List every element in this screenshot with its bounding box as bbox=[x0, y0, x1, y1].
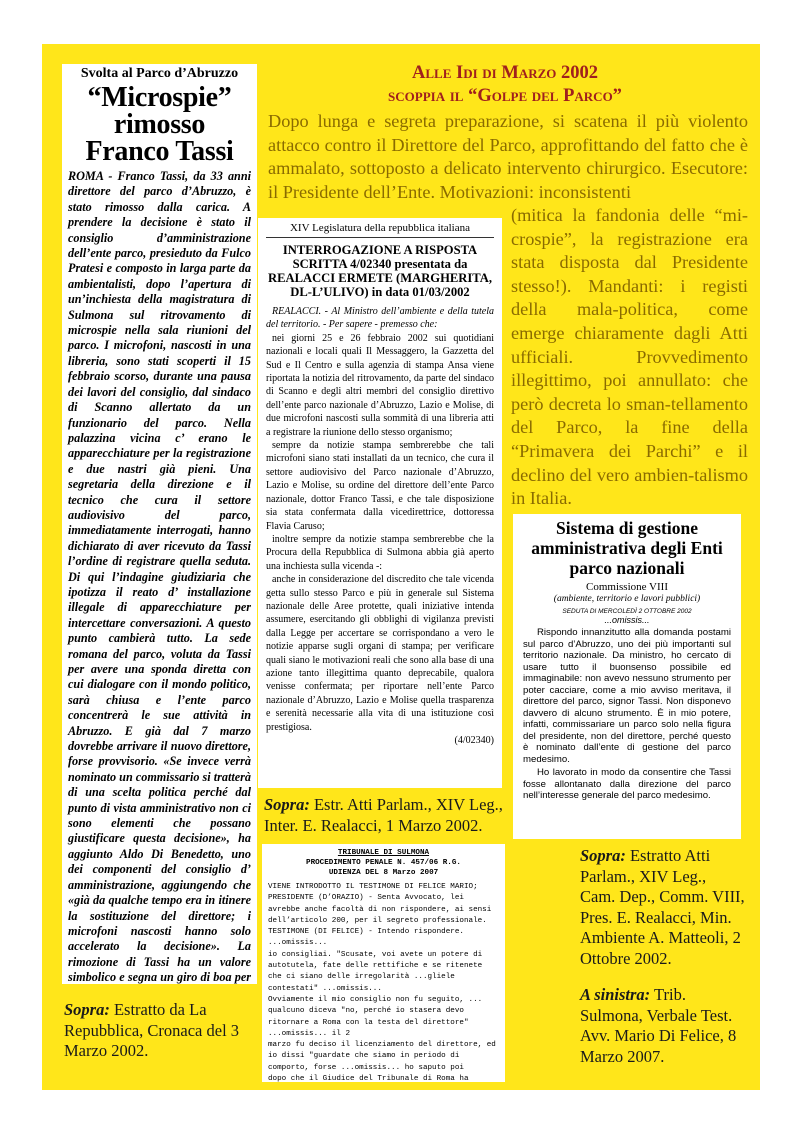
commissione-caption: Sopra: Estratto Atti Parlam., XIV Leg., Cam. Dep., Comm. VIII, Pres. E. Realacci, Min. Ambiente A. Matteoli, 2 Ottobre 2002. bbox=[580, 846, 745, 968]
clipping-body: ROMA - Franco Tassi, da 33 anni direttore del parco d’Abruzzo, è stato rimosso dalla carica. A prendere la decisione è stato il consiglio d’amministrazione dell’ente parco, presieduto da Fulco Pratesi e composto in larga parte da ambientalisti, dopo l’apertura di un’inchiesta della magistratura di Sulmona sul ritrovamento di microspie nella sala riunioni del parco. I microfoni, nascosti in una libreria, sono stati scoperti il 15 febbraio scorso, durante una pausa dei lavori del consiglio, dal sindaco di Scanno allertato da un funzionario del parco. Nella palazzina vicina c’ erano le apparecchiature per la registrazione e due nastri già pieni. Una segretaria della direzione e il tecnico che cura il settore audiovisivo del parco, immediatamente interrogati, hanno dichiarato di aver ricevuto da Tassi l’ordine di registrare quella seduta. Di qui l’indagine giudiziaria che ipotizza il reato d’ installazione illegale di apparecchiature per intercettare conversazioni. A questo punto cambierà tutto. La sede romana del parco, voluta da Tassi per avere una sponda diretta con cui dialogare con il mondo politico, sarà chiusa e l’ente parco concentrerà le sue attività in Abruzzo. E già dal 7 marzo dovrebbe arrivare il nuovo direttore, forse provvisorio. «Se invece verrà nominato un commissario si tratterà di una scelta politica perché dal punto di vista amministrativo non ci sono elementi che possano giustificare questa decisione», ha aggiunto Aldo Di Benedetto, uno dei componenti del consiglio d’ amministrazione, aggiungendo che «già da qualche tempo era in itinere la sostituzione del direttore; i microfoni nascosti hanno solo accelerato la decisione». La rimozione di Tassi ha un valore simbolico e segna un giro di boa per bbox=[68, 169, 251, 984]
commissione-body: Rispondo innanzitutto alla domanda postami sul parco d’Abruzzo, uno dei più importanti sul territorio nazionale. Da ministro, ho cercato di usare tutto il buonsenso possibile ed immaginabile: non avevo nessuno strumento per poter cacciare, come a mio avviso meritava, il direttore del parco, signor Tassi. Non disponevo davvero di alcuno strumento. È in mio potere, infatti, commissariare un parco solo nella figura del presidente, non del direttore, perché questo è nominato dall’ente di gestione del parco medesimo. Ho lavorato in modo da consentire che Tassi fosse allontanato dalla direzione del parco nell’interesse generale del parco medesimo. bbox=[523, 627, 731, 801]
interrogazione-body: REALACCI. - Al Ministro dell’ambiente e della tutela del territorio. - Per sapere - premesso che: nei giorni 25 e 26 febbraio 2002 sui quotidiani nazionali e locali quali Il Messaggero, la Gazzetta del Sud e Il Centro e sulla agenzia di stampa Ansa viene riportata la notizia del ritrovamento, da parte del sindaco di Scanno e degli altri membri del consiglio direttivo dell’ente parco nazionale d’Abruzzo, Lazio e Molise, di due microfoni nascosti sulla sommità di una libreria atti a registrare la riunione dello stesso organismo; sempre da notizie stampa sembrerebbe che tali microfoni siano stati installati da un tecnico, che cura il settore audiovisivo del Parco nazionale d’Abruzzo, Lazio e Molise, su ordine del direttore dell’ente Parco nazionale, dottor Franco Tassi, e che tale disposizione sia stata confermata dalla vicedirettrice, dottoressa Flavia Caruso; inoltre sempre da notizie stampa sembrerebbe che la Procura della Repubblica di Sulmona abbia già aperto una inchiesta sulla vicenda -: anche in considerazione del discredito che tale vicenda getta sullo stesso Parco e più in generale sul Sistema nazionale delle Aree protette, quali iniziative intenda assumere, esercitando gli obblighi di vigilanza previsti dalla Legge per accertare se corrispondano a vero le notizie apparse sugli organi di stampa; per verificare quali siano le motivazioni reali che sono alla base di una azione tanto illegittima quanto deprecabile, qualora venisse confermata; per riportare nell’ente Parco nazionale d’Abruzzo, Lazio e Molise quella trasparenza e serenità necessarie alla vita di una istituzione così prestigiosa. (4/02340) bbox=[266, 306, 494, 746]
commissione-document bbox=[513, 514, 741, 839]
repubblica-clipping bbox=[62, 64, 257, 984]
transcript-line: VIENE INTRODOTTO IL TESTIMONE DI FELICE MARIO; bbox=[268, 883, 478, 891]
seduta-date: SEDUTA DI MERCOLEDÌ 2 OTTOBRE 2002 bbox=[562, 608, 692, 615]
interrogazione-number: (4/02340) bbox=[454, 735, 494, 746]
page-headline: Alle Idi di Marzo 2002 scoppia il “Golpe del Parco” bbox=[388, 63, 622, 106]
transcript-line: TESTIMONE (DI FELICE) - Intendo rispondere. ...omissis... bbox=[268, 928, 464, 948]
interrogazione-document bbox=[258, 218, 502, 788]
clipping-kicker: Svolta al Parco d’Abruzzo bbox=[80, 66, 239, 81]
interrogazione-caption: Sopra: Estr. Atti Parlam., XIV Leg., Inter. E. Realacci, 1 Marzo 2002. bbox=[264, 795, 503, 835]
transcript-line: Ovviamente il mio consiglio non fu seguito, ... qualcuno diceva "no, perché io stasera devo ritornare a Roma con la testa del direttore" ...omissis... il 2 bbox=[268, 995, 483, 1038]
commissione-title: Sistema di gestione amministrativa degli Enti parco nazionali bbox=[531, 518, 723, 578]
transcript-line: marzo fu deciso il licenziamento del direttore, ed io dissi "guardate che siamo in periodo di comporto, forse ...omissis... ho saputo poi bbox=[268, 1041, 496, 1072]
transcript-line: io consigliai. "Scusate, voi avete un potere di autotutela, fate delle rettifiche e se ritenete che ci siano delle irregolarità ...gliele contestati" ...omissis... bbox=[268, 950, 483, 993]
omissis-marker: ...omissis... bbox=[604, 615, 650, 625]
tribunale-header: TRIBUNALE DI SULMONA PROCEDIMENTO PENALE N. 457/06 R.G. UDIENZA DEL 8 Marzo 2007 bbox=[306, 849, 461, 877]
left-caption: Sopra: Estratto da La Repubblica, Cronaca del 3 Marzo 2002. bbox=[64, 1000, 240, 1060]
interrogazione-title: INTERROGAZIONE A RISPOSTA SCRITTA 4/02340 presentata da REALACCI ERMETE (MARGHERITA, DL-L’ULIVO) in data 01/03/2002 bbox=[267, 243, 493, 299]
tribunale-caption: A sinistra: Trib. Sulmona, Verbale Test. Avv. Mario Di Felice, 8 Marzo 2007. bbox=[580, 985, 737, 1066]
tribunale-transcript bbox=[268, 882, 499, 1082]
transcript-line: PRESIDENTE (D’ORAZIO) - Senta Avvocato, lei avrebbe anche facoltà di non rispondere, ai sensi dell’articolo 200, per il segreto professionale. bbox=[268, 894, 492, 925]
intro-text-right: (mitica la fandonia delle “mi-crospie”, la registrazione era stata disposta dal Presidente stesso!). Mandanti: i registi della mala-politica, come emerge chiaramente dagli Atti ufficiali. Provvedimento illegittimo, poi annullato: che però decreta lo sman-tellamento del Parco, la fine della “Primavera dei Parchi” e il declino del vero ambien-talismo in Italia. bbox=[511, 205, 748, 509]
transcript-line: dopo che il Giudice del Tribunale di Roma ha bbox=[268, 1075, 469, 1082]
commissione-subtitle: (ambiente, territorio e lavori pubblici) bbox=[553, 594, 701, 604]
tribunale-document bbox=[262, 844, 505, 1082]
legislature-header: XIV Legislatura della repubblica italiana bbox=[266, 222, 494, 238]
clipping-title: “Microspie” rimosso Franco Tassi bbox=[85, 82, 234, 167]
commissione-name: Commissione VIII bbox=[586, 581, 668, 593]
intro-text-top: Dopo lunga e segreta preparazione, si scatena il più violento attacco contro il Direttore del Parco, approfittando del fatto che è ammalato, sottoposto a delicato intervento chirurgico. Esecutore: il Presidente dell’Ente. Motivazioni: inconsistenti bbox=[268, 111, 748, 202]
